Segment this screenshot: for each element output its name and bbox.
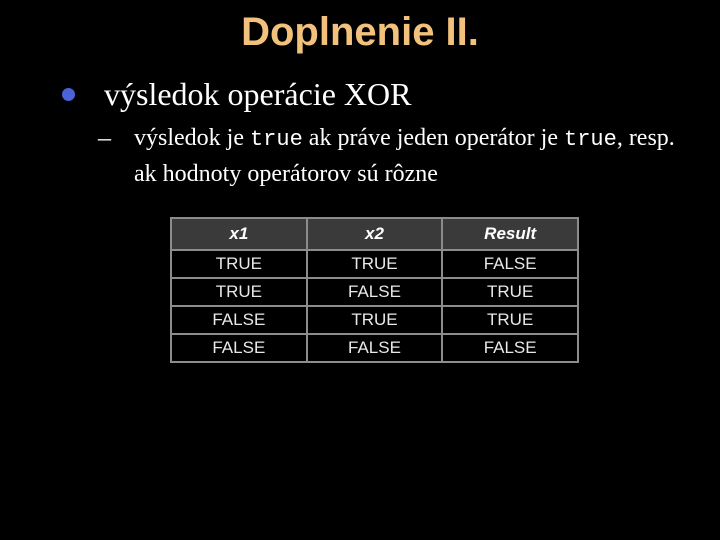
table-cell: FALSE [442, 334, 578, 362]
sub-bullet-text [134, 121, 694, 191]
table-cell: TRUE [171, 278, 307, 306]
code-true-2: true [564, 127, 617, 152]
table-row [171, 278, 578, 306]
header-x2: x2 [307, 218, 443, 250]
table-cell: FALSE [171, 306, 307, 334]
table-cell: TRUE [307, 306, 443, 334]
table-cell: TRUE [442, 306, 578, 334]
sub-bullet-dash: – [98, 123, 111, 152]
sub-text-prefix: výsledok je [134, 125, 250, 151]
table-cell: FALSE [171, 334, 307, 362]
table-row [171, 334, 578, 362]
sub-text-mid: ak práve jeden operátor je [302, 125, 564, 151]
bullet-text: výsledok operácie XOR [104, 76, 412, 112]
header-x1: x1 [171, 218, 307, 250]
table-cell: FALSE [307, 278, 443, 306]
header-result: Result [442, 218, 578, 250]
slide-title: Doplnenie II. [241, 10, 479, 54]
code-true-1: true [249, 127, 303, 152]
table-header-row [171, 218, 578, 250]
sub-text-suffix: , resp. ak hodnoty operátorov sú rôzne [134, 125, 675, 187]
table-cell: TRUE [442, 278, 578, 306]
table-row [171, 250, 578, 278]
table-cell: TRUE [171, 250, 307, 278]
xor-truth-table [170, 217, 579, 363]
table-row [171, 306, 578, 334]
bullet-dot-icon [62, 88, 75, 101]
table-cell: FALSE [307, 334, 443, 362]
table-cell: TRUE [307, 250, 443, 278]
table-cell: FALSE [442, 250, 578, 278]
